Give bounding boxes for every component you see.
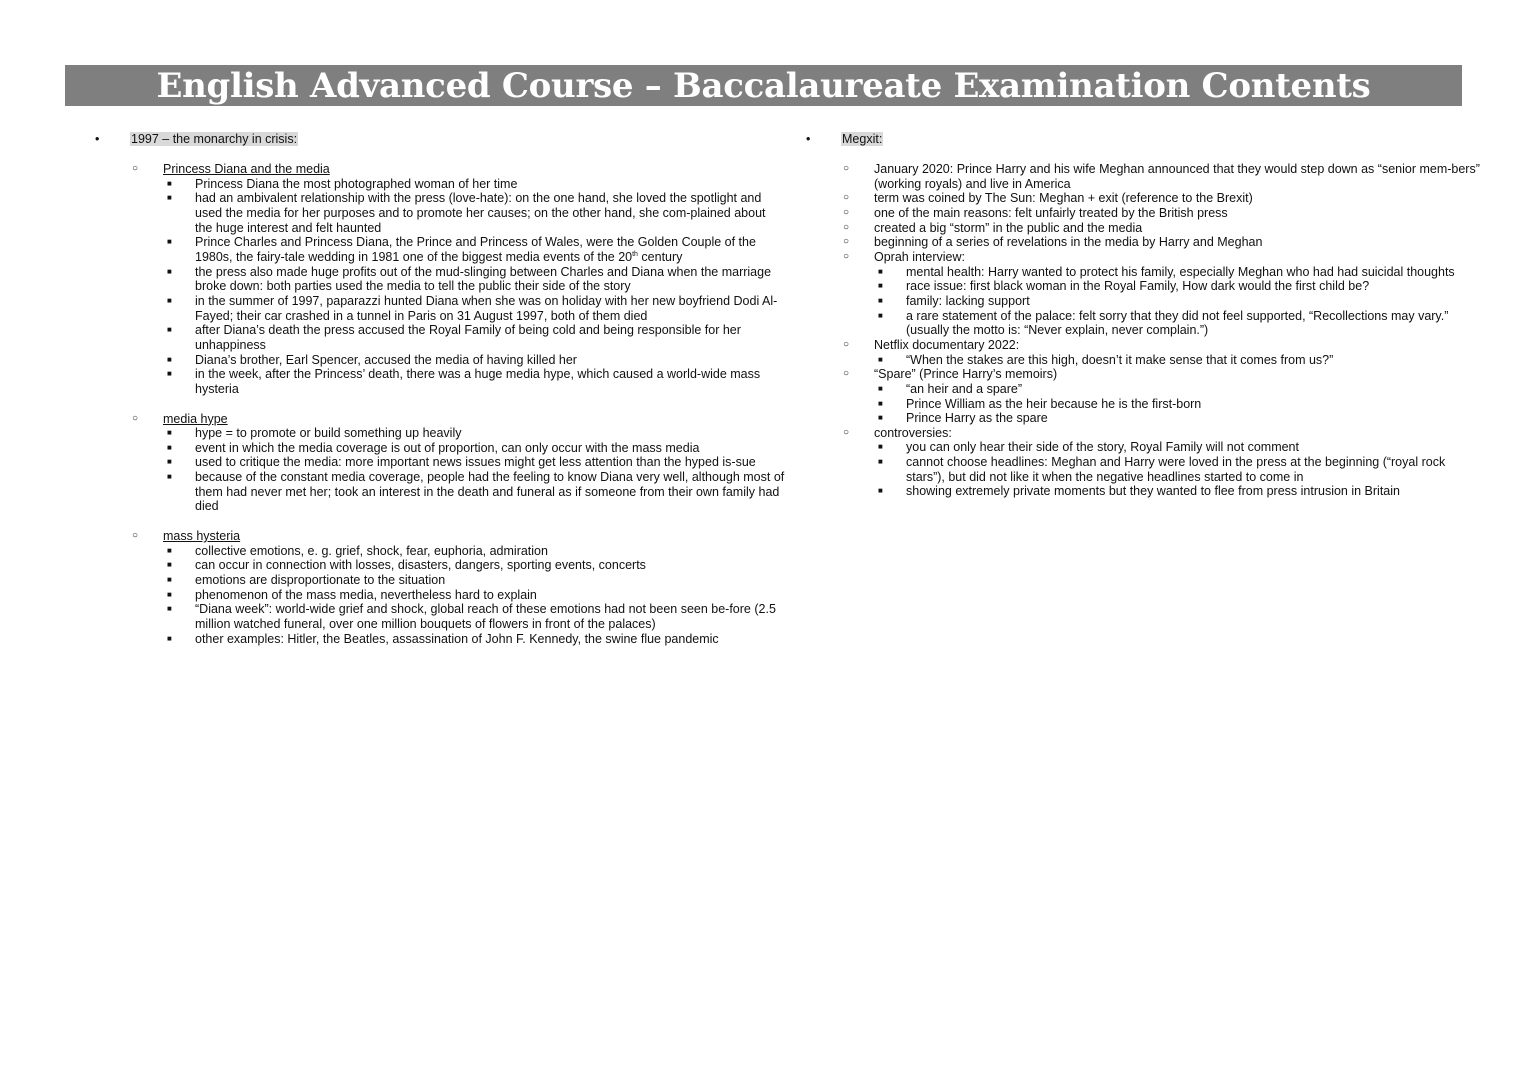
item-text: “an heir and a spare” (906, 381, 1023, 396)
item-text: other examples: Hitler, the Beatles, assassination of John F. Kennedy, the swine flue pandemic (195, 631, 719, 646)
bullet-icon: • (806, 132, 811, 146)
list-item (95, 235, 785, 264)
subsection (95, 162, 785, 397)
circle-bullet-icon: ○ (843, 206, 850, 218)
item-text: the press also made huge profits out of the mud-slinging between Charles and Diana when the marriage broke down: both parties used the media to tell the public their side of the story (195, 264, 772, 294)
list-item (95, 573, 785, 588)
item-text: “Diana week”: world-wide grief and shock, global reach of these emotions had not been seen be-fore (2.5 million watched funeral, over one million bouquets of flowers in front of the palaces) (195, 602, 776, 632)
square-bullet-icon: ■ (167, 354, 172, 364)
point-text: “Spare” (Prince Harry’s memoirs) (874, 367, 1058, 382)
list-item (95, 353, 785, 368)
square-bullet-icon: ■ (878, 398, 883, 408)
circle-bullet-icon: ○ (843, 221, 850, 233)
point (806, 235, 1486, 250)
item-list (874, 382, 1486, 426)
list-item (806, 309, 1486, 338)
item-text: Diana’s brother, Earl Spencer, accused the media of having killed her (195, 352, 577, 367)
point-text: controversies: (874, 425, 952, 440)
square-bullet-icon: ■ (167, 369, 172, 379)
square-bullet-icon: ■ (167, 295, 172, 305)
point-text: Netflix documentary 2022: (874, 337, 1020, 352)
item-list (163, 177, 785, 397)
item-text: collective emotions, e. g. grief, shock, fear, euphoria, admiration (195, 543, 548, 558)
square-bullet-icon: ■ (878, 281, 883, 291)
list-item (806, 382, 1486, 397)
item-text: showing extremely private moments but they wanted to flee from press intrusion in Britain (906, 484, 1400, 499)
bullet-icon: • (95, 132, 100, 146)
list-item (95, 455, 785, 470)
item-list (874, 353, 1486, 368)
square-bullet-icon: ■ (167, 442, 172, 452)
list-item (95, 602, 785, 631)
circle-bullet-icon: ○ (843, 163, 850, 174)
item-list (874, 265, 1486, 338)
page-title: English Advanced Course – Baccalaureate Examination Contents (156, 65, 1371, 106)
square-bullet-icon: ■ (167, 545, 172, 555)
item-text: in the summer of 1997, paparazzi hunted Diana when she was on holiday with her new boyfriend Dodi Al-Fayed; their car crashed in a tunnel in Paris on 31 August 1997, both of them died (195, 293, 778, 323)
list-item (95, 558, 785, 573)
item-text: race issue: first black woman in the Royal Family, How dark would the first child be? (906, 279, 1370, 294)
point (806, 221, 1486, 236)
item-text: you can only hear their side of the story, Royal Family will not comment (906, 440, 1299, 455)
item-text: Prince William as the heir because he is the first-born (906, 396, 1202, 411)
point (806, 426, 1486, 499)
square-bullet-icon: ■ (167, 472, 172, 482)
square-bullet-icon: ■ (167, 325, 172, 335)
square-bullet-icon: ■ (167, 633, 172, 643)
square-bullet-icon: ■ (167, 575, 172, 585)
list-item (806, 484, 1486, 499)
list-item (95, 177, 785, 192)
circle-bullet-icon: ○ (132, 412, 139, 424)
subsection-heading: media hype (163, 411, 228, 426)
square-bullet-icon: ■ (878, 295, 883, 305)
square-bullet-icon: ■ (878, 413, 883, 423)
point-text: one of the main reasons: felt unfairly treated by the British press (874, 205, 1228, 220)
left-column (95, 132, 785, 646)
square-bullet-icon: ■ (167, 604, 172, 614)
point-text: term was coined by The Sun: Meghan + exit (reference to the Brexit) (874, 191, 1253, 206)
subsection-heading: Princess Diana and the media (163, 162, 330, 176)
point-text: beginning of a series of revelations in the media by Harry and Meghan (874, 235, 1263, 250)
square-bullet-icon: ■ (167, 237, 172, 247)
list-item (806, 411, 1486, 426)
item-text: a rare statement of the palace: felt sorry that they did not feel supported, “Recollections may vary.” (usually the motto is: “Never explain, never complain.”) (906, 308, 1449, 338)
topic-heading (95, 132, 785, 149)
point (806, 367, 1486, 426)
list-item (95, 632, 785, 647)
list-item (806, 265, 1486, 280)
list-item (806, 397, 1486, 412)
circle-bullet-icon: ○ (843, 236, 850, 248)
square-bullet-icon: ■ (167, 560, 172, 570)
list-item (95, 426, 785, 441)
point-text: created a big “storm” in the public and the media (874, 220, 1143, 235)
list-item (806, 440, 1486, 455)
point (806, 206, 1486, 221)
square-bullet-icon: ■ (167, 178, 172, 188)
circle-bullet-icon: ○ (132, 163, 139, 174)
circle-bullet-icon: ○ (843, 368, 850, 380)
item-text: phenomenon of the mass media, nevertheless hard to explain (195, 587, 537, 602)
list-item (95, 265, 785, 294)
square-bullet-icon: ■ (167, 266, 172, 276)
square-bullet-icon: ■ (878, 310, 883, 320)
item-text: can occur in connection with losses, disasters, dangers, sporting events, concerts (195, 558, 646, 573)
title-banner (65, 65, 1462, 106)
list-item (95, 441, 785, 456)
square-bullet-icon: ■ (167, 589, 172, 599)
circle-bullet-icon: ○ (132, 530, 139, 542)
list-item (95, 544, 785, 559)
square-bullet-icon: ■ (167, 428, 172, 438)
subsection (95, 529, 785, 646)
item-text: after Diana’s death the press accused the Royal Family of being cold and being responsible for her unhappiness (195, 323, 741, 352)
circle-bullet-icon: ○ (843, 250, 850, 262)
list-item (806, 294, 1486, 309)
circle-bullet-icon: ○ (843, 338, 850, 350)
point (806, 191, 1486, 206)
circle-bullet-icon: ○ (843, 192, 850, 204)
item-text: Princess Diana the most photographed woman of her time (195, 176, 518, 191)
subsection (95, 412, 785, 515)
item-text: used to critique the media: more important news issues might get less attention than the hyped is-sue (195, 455, 756, 470)
right-column (806, 132, 1486, 499)
list-item (95, 294, 785, 323)
topic-title: 1997 – the monarchy in crisis: (131, 132, 298, 146)
point (806, 162, 1486, 191)
square-bullet-icon: ■ (167, 193, 172, 203)
topic-heading (806, 132, 1486, 149)
circle-bullet-icon: ○ (843, 426, 850, 438)
list-item (95, 367, 785, 396)
subsection-heading: mass hysteria (163, 529, 241, 544)
item-list (874, 440, 1486, 499)
list-item (806, 455, 1486, 484)
square-bullet-icon: ■ (878, 383, 883, 393)
item-text: hype = to promote or build something up heavily (195, 426, 462, 441)
item-text: had an ambivalent relationship with the press (love-hate): on the one hand, she loved the spotlight and used the media for her purposes and to promote her causes; on the other hand, she com-plained about the huge interest and felt haunted (195, 191, 766, 235)
list-item (95, 191, 785, 235)
list-item (95, 588, 785, 603)
list-item (95, 323, 785, 352)
point-text: Oprah interview: (874, 249, 966, 264)
item-text: Prince Charles and Princess Diana, the Prince and Princess of Wales, were the Golden Couple of the 1980s, the fairy-tale wedding in 1981 one of the biggest media events of the 20th century (195, 235, 756, 264)
point (806, 338, 1486, 367)
item-text: cannot choose headlines: Meghan and Harry were loved in the press at the beginning (“royal rock stars”), but did not like it when the negative headlines started to come in (906, 455, 1446, 484)
square-bullet-icon: ■ (878, 486, 883, 496)
item-text: Prince Harry as the spare (906, 411, 1048, 426)
point-text: January 2020: Prince Harry and his wife Meghan announced that they would step down as “senior mem-bers” (working royals) and live in America (874, 162, 1480, 191)
item-text: “When the stakes are this high, doesn’t it make sense that it comes from us?” (906, 352, 1334, 367)
square-bullet-icon: ■ (878, 354, 883, 364)
square-bullet-icon: ■ (878, 266, 883, 276)
item-list (163, 426, 785, 514)
topic-title: Megxit: (842, 132, 883, 146)
item-text: because of the constant media coverage, people had the feeling to know Diana very well, although most of them had never met her; took an interest in the death and funeral as if someone from their own family had died (195, 470, 785, 514)
point (806, 250, 1486, 338)
list-item (806, 279, 1486, 294)
item-text: event in which the media coverage is out of proportion, can only occur with the mass media (195, 440, 700, 455)
list-item (806, 353, 1486, 368)
square-bullet-icon: ■ (878, 442, 883, 452)
item-text: emotions are disproportionate to the situation (195, 573, 446, 588)
list-item (95, 470, 785, 514)
square-bullet-icon: ■ (878, 457, 883, 467)
item-text: mental health: Harry wanted to protect his family, especially Meghan who had had suicidal thoughts (906, 264, 1455, 279)
item-list (163, 544, 785, 647)
item-text: family: lacking support (906, 293, 1030, 308)
square-bullet-icon: ■ (167, 457, 172, 467)
item-text: in the week, after the Princess’ death, there was a huge media hype, which caused a world-wide mass hysteria (195, 367, 761, 396)
